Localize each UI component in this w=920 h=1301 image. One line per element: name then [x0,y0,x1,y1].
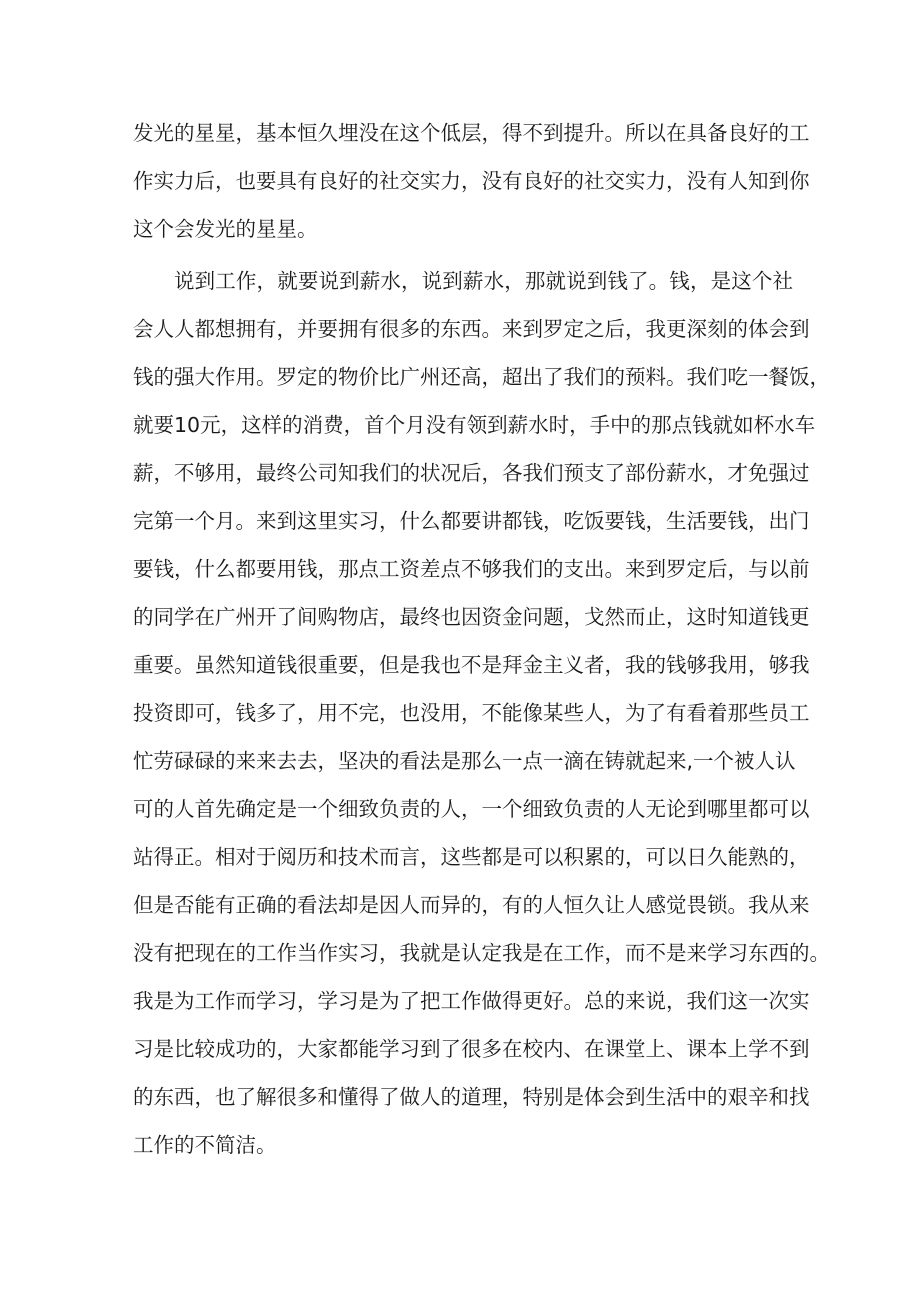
text-line: 就要10元，这样的消费，首个月没有领到薪水时，手中的那点钱就如杯水车 [133,413,816,437]
text-line: 投资即可，钱多了，用不完，也没用，不能像某些人，为了有看着那些员工 [133,701,810,725]
text-line: 这个会发光的星星。 [133,217,318,241]
text-line: 习是比较成功的，大家都能学习到了很多在校内、在课堂上、课本上学不到 [133,1037,810,1061]
text-line: 会人人都想拥有，并要拥有很多的东西。来到罗定之后，我更深刻的体会到 [133,317,810,341]
text-line: 作实力后，也要具有良好的社交实力，没有良好的社交实力，没有人知到你 [133,169,810,193]
text-line: 但是否能有正确的看法却是因人而异的，有的人恒久让人感觉畏锁。我从来 [133,893,810,917]
text-line: 的东西，也了解很多和懂得了做人的道理，特别是体会到生活中的艰辛和找 [133,1085,810,1109]
text-line: 薪，不够用，最终公司知我们的状况后，各我们预支了部份薪水，才免强过 [133,461,810,485]
text-line: 要钱，什么都要用钱，那点工资差点不够我们的支出。来到罗定后，与以前 [133,557,810,581]
text-line: 站得正。相对于阅历和技术而言，这些都是可以积累的，可以日久能熟的， [133,845,810,869]
text-line: 发光的星星，基本恒久埋没在这个低层，得不到提升。所以在具备良好的工 [133,121,810,145]
paragraph-first-line: 说到工作，就要说到薪水，说到薪水，那就说到钱了。钱，是这个社 [174,269,793,293]
text-line: 没有把现在的工作当作实习，我就是认定我是在工作，而不是来学习东西的。 [133,941,830,965]
text-line: 的同学在广州开了间购物店，最终也因资金问题，戈然而止，这时知道钱更 [133,605,810,629]
text-line: 钱的强大作用。罗定的物价比广州还高，超出了我们的预料。我们吃一餐饭， [133,365,830,389]
text-line: 重要。虽然知道钱很重要，但是我也不是拜金主义者，我的钱够我用，够我 [133,653,810,677]
text-line: 忙劳碌碌的来来去去，坚决的看法是那么一点一滴在铸就起来,一个被人认 [133,749,796,773]
text-line: 工作的不简洁。 [133,1133,277,1157]
text-line: 可的人首先确定是一个细致负责的人，一个细致负责的人无论到哪里都可以 [133,797,810,821]
text-line: 完第一个月。来到这里实习，什么都要讲都钱，吃饭要钱，生活要钱，出门 [133,509,810,533]
text-line: 我是为工作而学习，学习是为了把工作做得更好。总的来说，我们这一次实 [133,989,810,1013]
